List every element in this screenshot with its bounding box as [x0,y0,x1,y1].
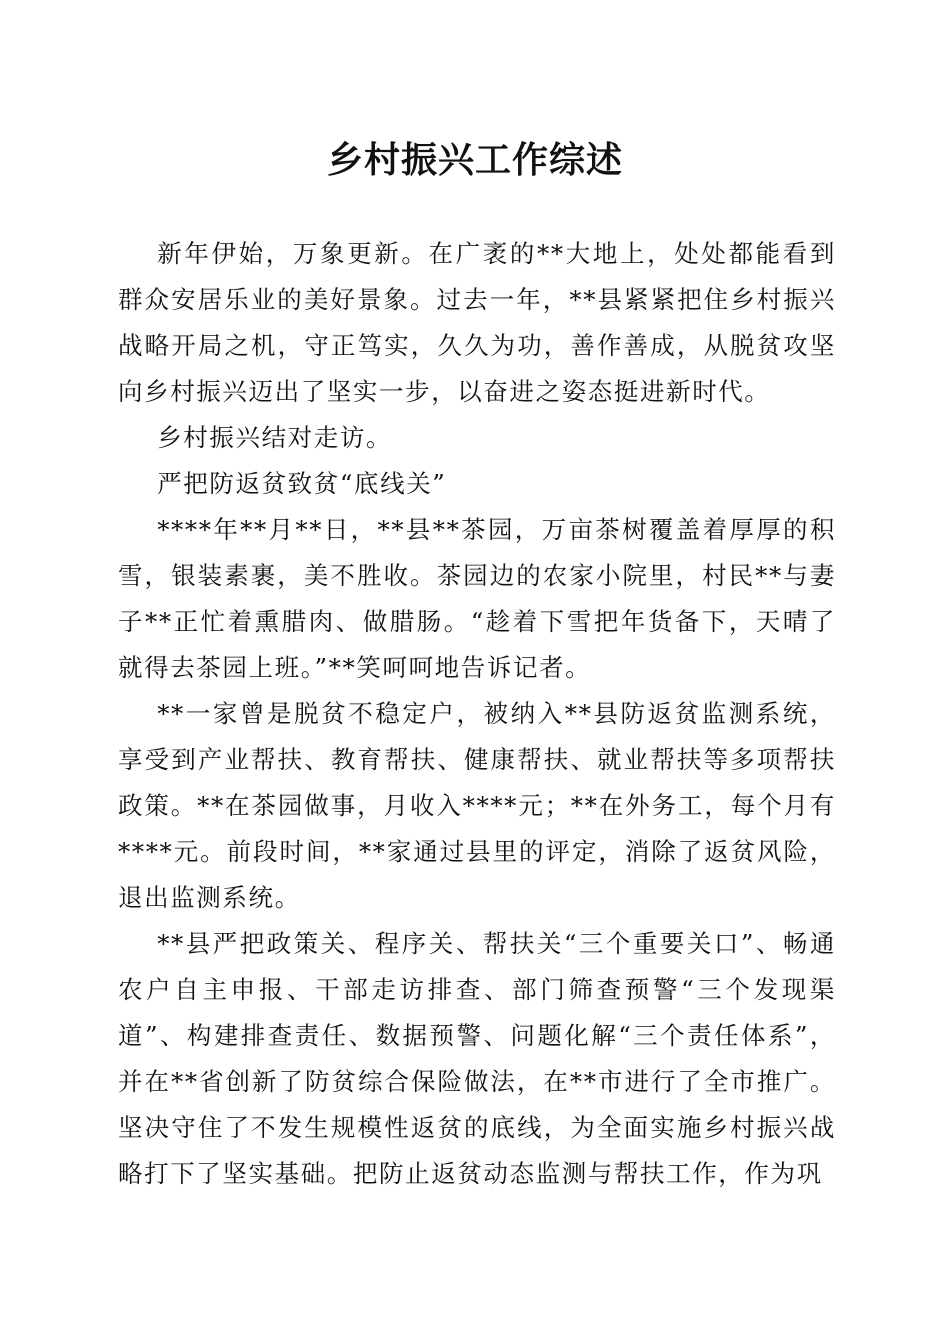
document-body [118,231,836,1197]
paragraph-policy: **县严把政策关、程序关、帮扶关“三个重要关口”、畅通农户自主申报、干部走访排查、部门筛查预警“三个发现渠道”、构建排查责任、数据预警、问题化解“三个责任体系”，并在**省创新了防贫综合保险做法，在**市进行了全市推广。坚决守住了不发生规模性返贫的底线，为全面实施乡村振兴战略打下了坚实基础。把防止返贫动态监测与帮扶工作，作为巩 [118,929,836,1188]
section-heading: 严把防返贫致贫“底线关” [157,469,447,498]
paragraph-intro: 新年伊始，万象更新。在广袤的**大地上，处处都能看到群众安居乐业的美好景象。过去一年，**县紧紧把住乡村振兴战略开局之机，守正笃实，久久为功，善作善成，从脱贫攻坚向乡村振兴迈出了坚实一步，以奋进之姿态挺进新时代。 [118,239,836,406]
paragraph-caption: 乡村振兴结对走访。 [157,423,393,452]
document-title: 乡村振兴工作综述 [326,139,623,181]
paragraph-tea-garden: ****年**月**日，**县**茶园，万亩茶树覆盖着厚厚的积雪，银装素裹，美不胜收。茶园边的农家小院里，村民**与妻子**正忙着熏腊肉、做腊肠。“趁着下雪把年货备下，天晴了就得去茶园上班。”**笑呵呵地告诉记者。 [118,515,836,682]
paragraph-family: **一家曾是脱贫不稳定户，被纳入**县防返贫监测系统，享受到产业帮扶、教育帮扶、健康帮扶、就业帮扶等多项帮扶政策。**在茶园做事，月收入****元；**在外务工，每个月有****元。前段时间，**家通过县里的评定，消除了返贫风险，退出监测系统。 [118,699,836,912]
